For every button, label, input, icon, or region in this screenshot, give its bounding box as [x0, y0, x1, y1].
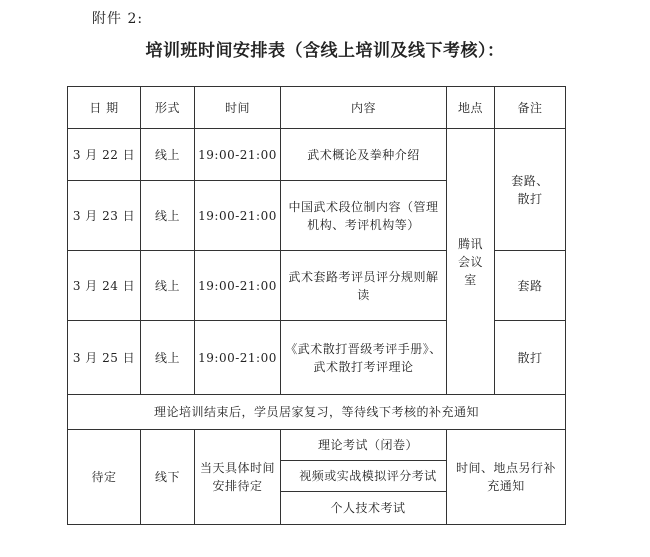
page-title: 培训班时间安排表（含线上培训及线下考核）：	[145, 41, 505, 61]
online-location: 腾讯会议室	[447, 129, 495, 395]
exam-item: 视频或实战模拟评分考试	[281, 461, 447, 492]
row-content: 《武术散打晋级考评手册》、武术散打考评理论	[281, 321, 447, 395]
row-form: 线上	[141, 251, 195, 321]
notice-row	[68, 395, 566, 430]
row-time: 19:00-21:00	[195, 181, 281, 251]
header-location: 地点	[447, 87, 495, 129]
row-time: 19:00-21:00	[195, 321, 281, 395]
exam-item: 理论考试（闭卷）	[281, 430, 447, 461]
offline-form: 线下	[141, 430, 195, 525]
schedule-table	[67, 86, 566, 525]
row-date: 3 月 25 日	[68, 321, 141, 395]
notice-text: 理论培训结束后，学员居家复习，等待线下考核的补充通知	[68, 395, 566, 430]
header-form: 形式	[141, 87, 195, 129]
header-date: 日 期	[68, 87, 141, 129]
row-form: 线上	[141, 181, 195, 251]
header-time: 时间	[195, 87, 281, 129]
offline-location-note: 时间、地点另行补充通知	[447, 430, 566, 525]
offline-time: 当天具体时间安排待定	[195, 430, 281, 525]
offline-row	[68, 430, 566, 461]
row-date: 3 月 22 日	[68, 129, 141, 181]
row-date: 3 月 24 日	[68, 251, 141, 321]
row-form: 线上	[141, 129, 195, 181]
header-content: 内容	[281, 87, 447, 129]
remark-sanda: 散打	[495, 321, 566, 395]
row-date: 3 月 23 日	[68, 181, 141, 251]
header-row	[68, 87, 566, 129]
row-content: 武术概论及拳种介绍	[281, 129, 447, 181]
row-content: 中国武术段位制内容（管理机构、考评机构等）	[281, 181, 447, 251]
row-time: 19:00-21:00	[195, 251, 281, 321]
attachment-label: 附件 2:	[92, 11, 144, 27]
table-row	[68, 129, 566, 181]
remark-taolu: 套路	[495, 251, 566, 321]
row-form: 线上	[141, 321, 195, 395]
row-content: 武术套路考评员评分规则解读	[281, 251, 447, 321]
offline-date: 待定	[68, 430, 141, 525]
exam-item: 个人技术考试	[281, 492, 447, 525]
remark-taolu-sanda: 套路、散打	[495, 129, 566, 251]
header-remark: 备注	[495, 87, 566, 129]
row-time: 19:00-21:00	[195, 129, 281, 181]
